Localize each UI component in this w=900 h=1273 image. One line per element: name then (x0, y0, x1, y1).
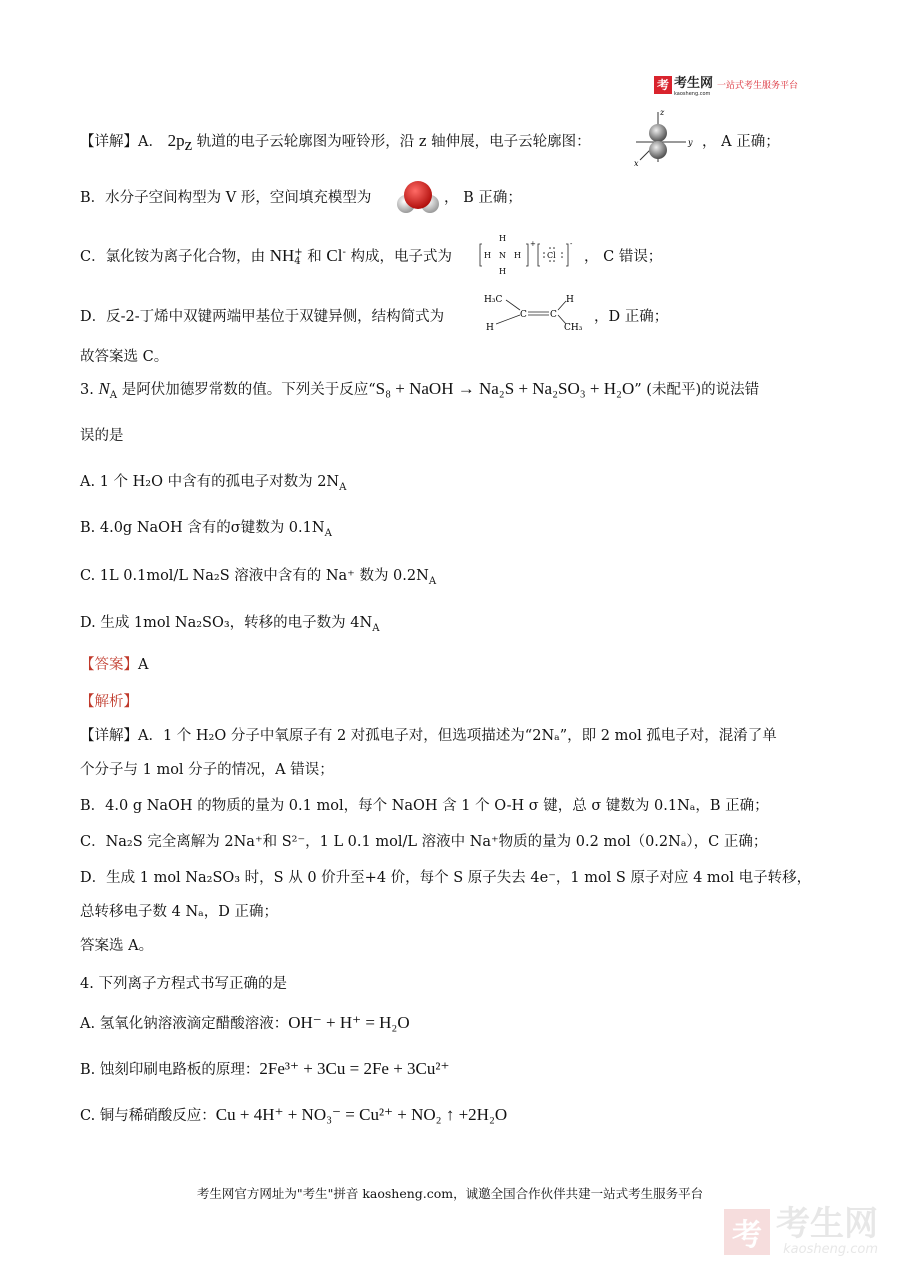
q3-detail-line-3: B．4.0 g NaOH 的物质的量为 0.1 mol，每个 NaOH 含 1 个 O-H σ 键，总 σ 键数为 0.1Nₐ，B 正确； (80, 798, 769, 814)
q3-stem (80, 378, 759, 401)
lewis-cl: Cl (547, 251, 556, 260)
watermark (724, 1206, 878, 1257)
struct-top-left: H₃C (484, 295, 503, 305)
brand-slogan: 一站式考生服务平台 (717, 81, 799, 91)
q3-stem-pre: 是阿伏加德罗常数的值。下列关于反应“ (117, 382, 376, 398)
struct-top-right: H (566, 295, 574, 305)
q4-option-c (80, 1104, 507, 1125)
lewis-n: N (499, 251, 506, 260)
trans-2-butene-structure (482, 290, 592, 336)
page-footer: 考生网官方网址为"考生"拼音 kaosheng.com，诚邀全国合作伙伴共建一站式考生服务平台 (196, 1186, 704, 1201)
q2-detail-c (80, 245, 452, 266)
q3-detail-line-5: D．生成 1 mol Na₂SO₃ 时，S 从 0 价升至+4 价，每个 S 原子失去 4e⁻，1 mol S 原子对应 4 mol 电子转移， (80, 870, 812, 886)
q2-detail-c-prefix: C．氯化铵为离子化合物，由 (80, 249, 270, 265)
q3-detail-line-6: 总转移电子数 4 Nₐ，D 正确； (80, 904, 278, 920)
answer-value: A (138, 657, 149, 673)
q2-detail-b-end: ， B 正确； (444, 190, 522, 206)
q2-detail-a-prefix: 【详解】A． (80, 134, 163, 150)
q3-option-d-sub: A (372, 622, 380, 634)
q3-detail-line-4: C．Na₂S 完全离解为 2Na⁺和 S²⁻，1 L 0.1 mol/L 溶液中 Na⁺物质的量为 0.2 mol（0.2Nₐ），C 正确； (80, 834, 768, 850)
watermark-site: kaosheng.com (783, 1242, 878, 1257)
q2-detail-d-end: ，D 正确； (594, 309, 669, 325)
orbital-axis-x: x (634, 159, 639, 168)
cl-sup: - (342, 247, 346, 259)
cl-formula: Cl (326, 246, 343, 265)
lewis-minus: - (570, 240, 573, 248)
q3-answer (80, 653, 148, 674)
lewis-h-right: H (514, 251, 521, 260)
q3-stem-line2: 误的是 (80, 428, 124, 444)
q2-detail-a (80, 130, 591, 155)
q2-detail-b: B．水分子空间构型为 V 形，空间填充模型为 (80, 190, 372, 206)
q2-detail-c-text: 构成，电子式为 (345, 249, 452, 265)
struct-bottom-left: H (486, 323, 494, 333)
header-brand (654, 72, 798, 97)
lewis-h-left: H (484, 251, 491, 260)
watermark-text (776, 1206, 878, 1257)
q4-option-c-label: C. 铜与稀硝酸反应： (80, 1108, 216, 1124)
q3-option-a-sub: A (339, 481, 347, 493)
q3-option-c (80, 564, 436, 587)
q4-option-b-equation: 2Fe³⁺ + 3Cu = 2Fe + 3Cu²⁺ (259, 1059, 450, 1078)
brand-text (674, 72, 713, 97)
q3-number: 3. (80, 382, 94, 398)
q3-option-d-text: D. 生成 1mol Na₂SO₃，转移的电子数为 4N (80, 615, 373, 631)
lewis-plus: + (530, 240, 536, 248)
q2-detail-a-end: ， A 正确； (702, 134, 780, 150)
q3-option-c-sub: A (428, 575, 437, 587)
nh4-formula: NH (269, 246, 295, 265)
q3-detail-line-1: 【详解】A．1 个 H₂O 分子中氧原子有 2 对孤电子对，但选项描述为“2Nₐ”，即 2 mol 孤电子对，混淆了单 (80, 728, 777, 744)
q4-option-a-equation: OH⁻ + H⁺ = H₂O (288, 1013, 410, 1032)
orbital-label: 2p (167, 131, 185, 150)
q3-stem-post: ” (未配平)的说法错 (634, 382, 760, 398)
nh4-sup: + (294, 247, 303, 258)
q3-option-d (80, 611, 380, 634)
analysis-label: 【解析】 (80, 694, 138, 710)
brand-logo-icon: 考 (654, 76, 672, 94)
lewis-structure-nh4cl (478, 232, 584, 276)
lewis-h-top: H (499, 234, 506, 243)
q4-option-b (80, 1058, 449, 1079)
q3-option-b (80, 516, 332, 539)
q3-option-b-sub: A (324, 527, 332, 539)
q4-option-a (80, 1012, 410, 1033)
q4-option-a-label: A. 氢氧化钠溶液滴定醋酸溶液： (80, 1016, 289, 1032)
orbital-axis-z: z (660, 108, 665, 117)
pz-orbital-icon (628, 106, 700, 168)
watermark-logo-icon: 考 (724, 1209, 770, 1255)
q3-na-sub: A (109, 389, 118, 401)
q2-detail-d: D．反-2-丁烯中双键两端甲基位于双键异侧，结构简式为 (80, 309, 445, 325)
water-model-icon (396, 178, 440, 216)
nh4-scripts (294, 248, 302, 266)
q3-option-a (80, 470, 346, 493)
q3-detail-line-2: 个分子与 1 mol 分子的情况，A 错误； (80, 762, 334, 778)
q3-option-b-text: B. 4.0g NaOH 含有的σ键数为 0.1N (80, 520, 325, 536)
struct-c-left: C (520, 310, 527, 320)
answer-label: 【答案】 (80, 657, 138, 673)
lewis-h-bottom: H (499, 267, 506, 276)
q2-detail-a-text: 轨道的电子云轮廓图为哑铃形，沿 z 轴伸展，电子云轮廓图： (196, 134, 591, 150)
q2-detail-c-end: ， C 错误； (584, 249, 663, 265)
q4-stem: 4. 下列离子方程式书写正确的是 (80, 976, 287, 992)
q3-option-a-text: A. 1 个 H₂O 中含有的孤电子对数为 2N (80, 474, 340, 490)
orbital-axis-y: y (688, 138, 693, 147)
q4-option-b-label: B. 蚀刻印刷电路板的原理： (80, 1062, 260, 1078)
nh4-sub: 4 (294, 256, 301, 267)
brand-name: 考生网 (674, 76, 714, 91)
brand-site: kaosheng.com (674, 91, 711, 97)
orbital-label-sub: z (184, 134, 193, 154)
struct-c-right: C (550, 310, 557, 320)
q3-conclusion: 答案选 A。 (80, 938, 154, 954)
q3-option-c-text: C. 1L 0.1mol/L Na₂S 溶液中含有的 Na⁺ 数为 0.2N (80, 568, 429, 584)
struct-bottom-right: CH₃ (564, 323, 583, 333)
q3-na: N (98, 379, 110, 398)
q2-conclusion: 故答案选 C。 (80, 349, 169, 365)
q3-reaction: S₈ + NaOH → Na₂S + Na₂SO₃ + H₂O (375, 379, 635, 398)
q4-option-c-equation: Cu + 4H⁺ + NO₃⁻ = Cu²⁺ + NO₂ ↑ +2H₂O (215, 1105, 508, 1124)
q2-detail-c-and: 和 (302, 249, 327, 265)
watermark-name: 考生网 (776, 1204, 878, 1244)
